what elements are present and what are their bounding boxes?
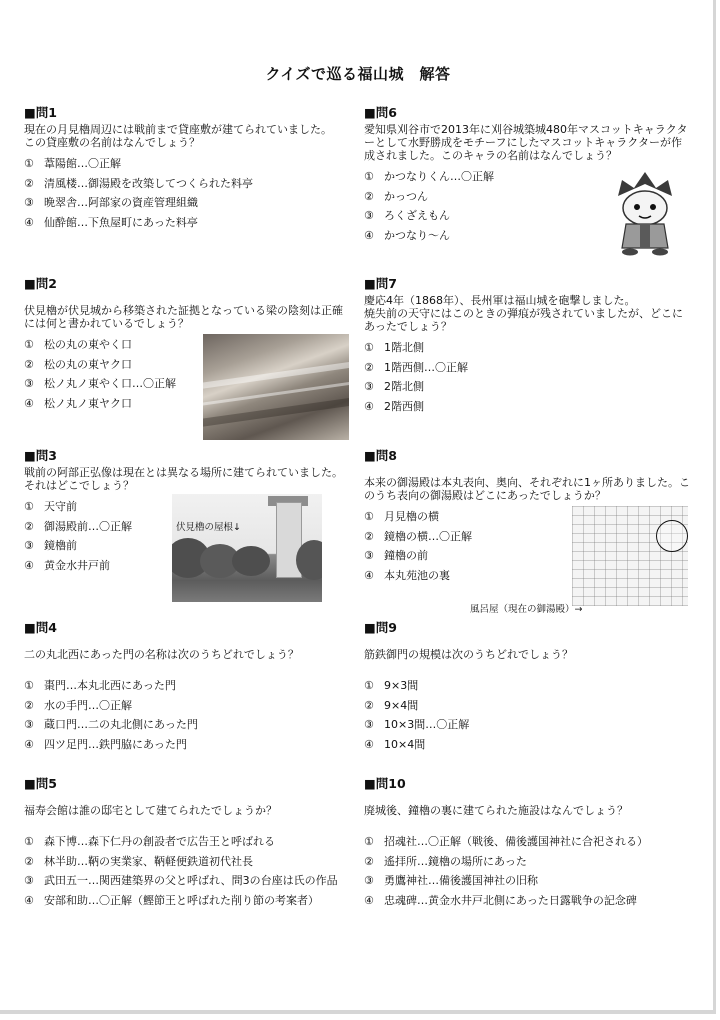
option-text: 林半助…鞆の実業家、鞆軽便鉄道初代社長 <box>44 854 253 868</box>
answer-option <box>364 891 690 911</box>
question-text: 戦前の阿部正弘像は現在とは異なる場所に建てられていました。 それはどこでしょう？ <box>24 466 343 492</box>
question-text: 福寿会館は誰の邸宅として建てられたでしょうか？ <box>24 804 277 817</box>
question-text: 廃城後、鐘櫓の裏に建てられた施設はなんでしょう？ <box>364 804 628 817</box>
option-text: 1階西側…〇正解 <box>384 360 468 374</box>
option-text: 2階西側 <box>384 399 424 413</box>
question-heading: ■問10 <box>364 776 406 791</box>
option-number: ① <box>364 510 374 523</box>
option-text: ろくざえもん <box>384 209 450 222</box>
map-caption: 風呂屋（現在の御湯殿）→ <box>470 604 583 615</box>
question-heading: ■問7 <box>364 276 398 291</box>
option-text: 2階北側 <box>384 380 424 393</box>
option-text: 勇鷹神社…備後護国神社の旧称 <box>384 874 538 887</box>
option-text: 森下博…森下仁丹の創設者で広告王と呼ばれる <box>44 835 275 848</box>
question-9 <box>364 620 690 754</box>
answer-option <box>364 735 690 755</box>
option-number: ① <box>24 157 34 170</box>
option-number: ④ <box>24 737 34 751</box>
answer-option <box>364 871 690 891</box>
answer-option <box>24 174 350 194</box>
option-text: かつなり～ん <box>384 228 450 242</box>
option-text: 晩翠舎…阿部家の資産管理組織 <box>44 196 198 209</box>
question-heading: ■問4 <box>24 620 58 635</box>
option-number: ④ <box>364 568 374 582</box>
option-number: ② <box>24 698 34 712</box>
answer-option <box>24 193 350 213</box>
option-text: かっつん <box>384 189 428 203</box>
option-number: ④ <box>364 893 374 907</box>
answer-option <box>364 358 690 378</box>
option-number: ① <box>24 500 34 513</box>
option-number: ② <box>364 529 374 543</box>
option-text: 安部和助…〇正解（鰹節王と呼ばれた削り節の考案者） <box>44 893 319 907</box>
option-text: 松の丸の東やく口 <box>44 338 132 351</box>
option-text: 清風楼…御湯殿を改築してつくられた料亭 <box>44 176 253 190</box>
answer-options <box>24 676 350 754</box>
option-text: 鏡櫓前 <box>44 539 77 552</box>
option-number: ④ <box>364 228 374 242</box>
option-number: ② <box>364 698 374 712</box>
option-text: 黄金水井戸前 <box>44 558 110 572</box>
question-heading: ■問1 <box>24 105 58 120</box>
option-number: ③ <box>364 549 374 562</box>
option-text: 松の丸の東ヤク口 <box>44 357 132 371</box>
option-text: 月見櫓の横 <box>384 510 439 523</box>
beam-inscription-photo <box>203 334 349 440</box>
question-text: 慶応4年（1868年）、長州軍は福山城を砲撃しました。 焼失前の天守にはこのときの弾痕が残されていましたが、どこにあったでしょう？ <box>364 294 683 333</box>
answer-option <box>24 891 350 911</box>
question-text: 現在の月見櫓周辺には戦前まで貸座敷が建てられていました。 この貸座敷の名前はなんでしょう？ <box>24 123 332 149</box>
question-heading: ■問2 <box>24 276 58 291</box>
answer-option <box>364 397 690 417</box>
option-text: 御湯殿前…〇正解 <box>44 519 132 533</box>
answer-options <box>364 832 690 910</box>
option-number: ② <box>364 854 374 868</box>
option-text: 松ノ丸ノ東やく口…〇正解 <box>44 377 176 390</box>
answer-option <box>24 696 350 716</box>
option-number: ③ <box>24 196 34 209</box>
option-text: 1階北側 <box>384 341 424 354</box>
page-title: クイズで巡る福山城 解答 <box>265 65 451 83</box>
answer-option <box>24 154 350 174</box>
option-number: ① <box>364 170 374 183</box>
option-text: 本丸苑池の裏 <box>384 568 450 582</box>
answer-option <box>24 715 350 735</box>
option-text: 天守前 <box>44 500 77 513</box>
question-text: 二の丸北西にあった門の名称は次のうちどれでしょう？ <box>24 648 299 661</box>
option-number: ② <box>24 854 34 868</box>
option-number: ③ <box>364 718 374 731</box>
answer-option <box>24 852 350 872</box>
option-number: ② <box>364 189 374 203</box>
option-number: ① <box>24 338 34 351</box>
option-text: 葦陽館…〇正解 <box>44 157 121 170</box>
option-number: ③ <box>24 718 34 731</box>
answer-options <box>24 832 350 910</box>
question-7 <box>364 276 690 416</box>
option-number: ② <box>24 519 34 533</box>
answer-option <box>24 676 350 696</box>
statue-photo <box>172 494 322 602</box>
option-number: ③ <box>24 539 34 552</box>
option-number: ④ <box>364 737 374 751</box>
question-text: 筋鉄御門の規模は次のうちどれでしょう？ <box>364 648 573 661</box>
question-text: 愛知県刈谷市で2013年に刈谷城築城480年マスコットキャラクターとして水野勝成をモチーフにしたマスコットキャラクターが作成されました。このキャラの名前はなんでしょう？ <box>364 123 688 162</box>
option-text: 仙酔館…下魚屋町にあった料亭 <box>44 215 198 229</box>
option-text: 武田五一…関西建築界の父と呼ばれ、問3の台座は氏の作品 <box>44 874 338 887</box>
option-text: かつなりくん…〇正解 <box>384 170 494 183</box>
question-heading: ■問3 <box>24 448 58 463</box>
highlight-circle <box>656 520 688 552</box>
option-number: ④ <box>24 215 34 229</box>
answer-option <box>364 377 690 397</box>
option-number: ① <box>364 341 374 354</box>
option-text: 招魂社…〇正解（戦後、備後護国神社に合祀される） <box>384 835 648 848</box>
option-number: ③ <box>364 380 374 393</box>
question-4 <box>24 620 350 754</box>
answer-option <box>24 735 350 755</box>
option-text: 松ノ丸ノ東ヤク口 <box>44 396 132 410</box>
photo-caption: 伏見櫓の屋根↓ <box>176 522 241 533</box>
option-text: 9×4間 <box>384 698 419 712</box>
option-text: 蔵口門…二の丸北側にあった門 <box>44 718 198 731</box>
castle-plan-map <box>572 506 688 606</box>
answer-options <box>364 338 690 416</box>
option-number: ② <box>24 357 34 371</box>
question-text: 本来の御湯殿は本丸表向、奥向、それぞれに1ヶ所ありました。このうち表向の御湯殿はどこにあったでしょうか？ <box>364 476 690 502</box>
answer-options <box>364 676 690 754</box>
answer-option <box>364 338 690 358</box>
option-number: ① <box>364 835 374 848</box>
answer-option <box>364 852 690 872</box>
answer-option <box>364 696 690 716</box>
question-heading: ■問5 <box>24 776 58 791</box>
option-text: 鐘櫓の前 <box>384 549 428 562</box>
answer-option <box>364 832 690 852</box>
answer-options <box>24 154 350 232</box>
option-number: ③ <box>364 874 374 887</box>
question-text: 伏見櫓が伏見城から移築された証拠となっている梁の陰刻は正確には何と書かれているでしょう？ <box>24 304 343 330</box>
option-number: ③ <box>364 209 374 222</box>
question-heading: ■問8 <box>364 448 398 463</box>
option-number: ③ <box>24 874 34 887</box>
answer-option <box>364 715 690 735</box>
answer-option <box>364 676 690 696</box>
option-number: ① <box>24 835 34 848</box>
option-text: 棗門…本丸北西にあった門 <box>44 679 176 692</box>
question-heading: ■問9 <box>364 620 398 635</box>
answer-option <box>24 871 350 891</box>
option-number: ④ <box>24 893 34 907</box>
question-heading: ■問6 <box>364 105 398 120</box>
option-number: ① <box>364 679 374 692</box>
option-text: 四ツ足門…鉄門脇にあった門 <box>44 737 187 751</box>
option-number: ④ <box>24 558 34 572</box>
option-text: 忠魂碑…黄金水井戸北側にあった日露戦争の記念碑 <box>384 893 637 907</box>
option-number: ④ <box>364 399 374 413</box>
option-text: 9×3間 <box>384 679 419 692</box>
question-10 <box>364 776 690 910</box>
option-text: 水の手門…〇正解 <box>44 698 132 712</box>
option-text: 10×4間 <box>384 737 426 751</box>
answer-option <box>24 213 350 233</box>
option-number: ① <box>24 679 34 692</box>
answer-option <box>24 832 350 852</box>
option-text: 鏡櫓の横…〇正解 <box>384 529 472 543</box>
option-text: 遙拝所…鏡櫓の場所にあった <box>384 854 527 868</box>
mascot-character-icon <box>610 170 680 256</box>
option-number: ④ <box>24 396 34 410</box>
option-number: ③ <box>24 377 34 390</box>
option-text: 10×3間…〇正解 <box>384 718 470 731</box>
option-number: ② <box>24 176 34 190</box>
option-number: ② <box>364 360 374 374</box>
question-1 <box>24 105 350 232</box>
question-5 <box>24 776 350 910</box>
